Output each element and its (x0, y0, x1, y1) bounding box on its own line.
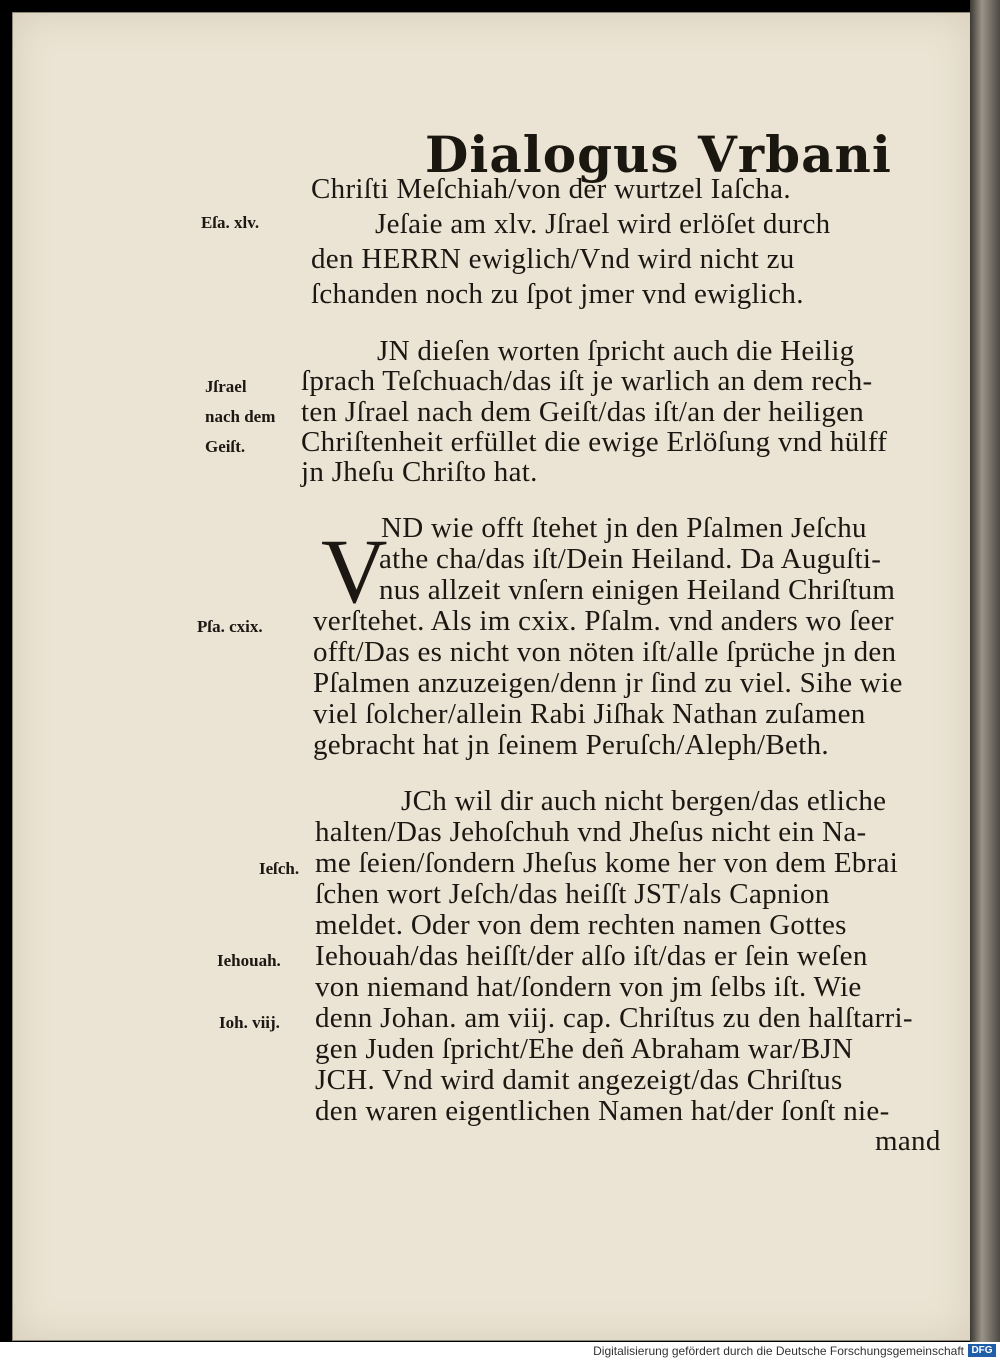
text-line: offt/Das es nicht von nöten iſt/alle ſprüche jn den (313, 636, 897, 668)
text-line: ND wie offt ſtehet jn den Pſalmen Jeſchu (381, 512, 867, 544)
text-line: meldet. Oder von dem rechten namen Gottes (315, 909, 847, 941)
dfg-logo-icon: DFG (968, 1344, 996, 1357)
text-line: JN dieſen worten ſpricht auch die Heilig (377, 335, 855, 367)
text-line: JCh wil dir auch nicht bergen/das etliche (401, 785, 887, 817)
text-line: ſchanden noch zu ſpot jmer vnd ewiglich. (311, 278, 804, 310)
text-line: den waren eigentlichen Namen hat/der ſonſt nie- (315, 1095, 890, 1127)
text-line: JCH. Vnd wird damit angezeigt/das Chriſtus (315, 1064, 843, 1096)
text-line: Pſalmen anzuzeigen/denn jr ſind zu viel. Sihe wie (313, 667, 903, 699)
margin-note: Eſa. xlv. (201, 213, 260, 232)
text-line: Chriſtenheit erfüllet die ewige Erlöſung vnd hülff (301, 426, 888, 458)
text-line: von niemand hat/ſondern von jm ſelbs iſt. Wie (315, 971, 862, 1003)
text-line: gen Juden ſpricht/Ehe deñ Abraham war/BJN (315, 1033, 854, 1065)
book-edge (970, 0, 1000, 1342)
text-line: viel ſolcher/allein Rabi Jiſhak Nathan zuſamen (313, 698, 866, 730)
text-line: Iehouah/das heiſſt/der alſo iſt/das er ſein weſen (315, 940, 868, 972)
margin-note: Ieſch. (259, 859, 300, 878)
margin-note: nach dem (205, 407, 276, 426)
text-line: Chriſti Meſchiah/von der wurtzel Iaſcha. (311, 173, 791, 205)
text-line: Jeſaie am xlv. Jſrael wird erlöſet durch (375, 208, 831, 240)
margin-note: Ioh. viij. (219, 1013, 280, 1032)
text-line: den HERRN ewiglich/Vnd wird nicht zu (311, 243, 795, 275)
text-line: mand (875, 1125, 941, 1157)
text-line: ten Jſrael nach dem Geiſt/das iſt/an der heiligen (301, 396, 865, 428)
margin-note: Iehouah. (217, 951, 281, 970)
text-line: halten/Das Jehoſchuh vnd Jheſus nicht ein Na- (315, 816, 867, 848)
margin-note: Pſa. cxix. (197, 617, 263, 636)
text-line: ſchen wort Jeſch/das heiſſt JST/als Capnion (315, 878, 830, 910)
text-line: athe cha/das iſt/Dein Heiland. Da Auguſti- (379, 543, 882, 575)
text-line: verſtehet. Als im cxix. Pſalm. vnd anders wo ſeer (313, 605, 894, 637)
text-line: me ſeien/ſondern Jheſus kome her von dem Ebrai (315, 847, 899, 879)
text-line: ſprach Teſchuach/das iſt je warlich an dem rech- (301, 365, 873, 397)
text-line: nus allzeit vnſern einigen Heiland Chriſtum (379, 574, 896, 606)
text-line: jn Jheſu Chriſto hat. (301, 456, 538, 488)
drop-capital: V (321, 520, 388, 622)
footer-bar (0, 1342, 1000, 1361)
margin-note: Jſrael (205, 377, 247, 396)
text-line: gebracht hat jn ſeinem Peruſch/Aleph/Beth. (313, 729, 829, 761)
footer-credit: Digitalisierung gefördert durch die Deutsche Forschungsgemeinschaft (593, 1344, 964, 1358)
page-heading: Dialogus Vrbani (425, 125, 892, 184)
margin-note: Geiſt. (205, 437, 246, 456)
text-line: denn Johan. am viij. cap. Chriſtus zu den halſtarri- (315, 1002, 913, 1034)
book-page (12, 12, 972, 1341)
